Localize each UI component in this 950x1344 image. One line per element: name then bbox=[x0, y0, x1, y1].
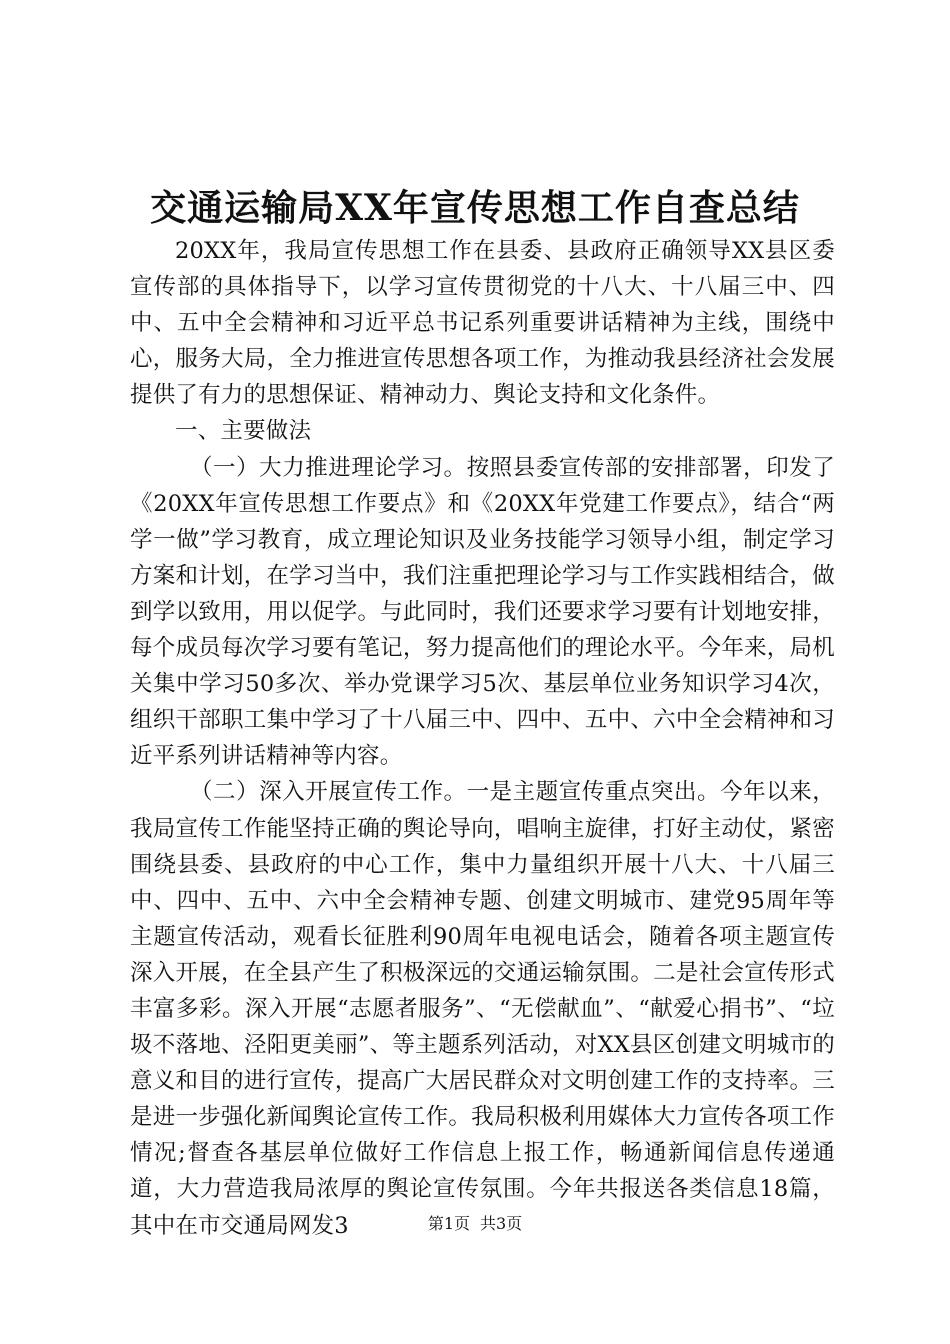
page-footer bbox=[0, 1213, 950, 1235]
subsection-paragraph-2: （二）深入开展宣传工作。一是主题宣传重点突出。今年以来，我局宣传工作能坚持正确的舆论导向，唱响主旋律，打好主动仗，紧密围绕县委、县政府的中心工作，集中力量组织开展十八大、十八届三中、四中、五中、六中全会精神专题、创建文明城市、建党95周年等主题宣传活动，观看长征胜利90周年电视电话会，随着各项主题宣传深入开展，在全县产生了积极深远的交通运输氛围。二是社会宣传形式丰富多彩。深入开展“志愿者服务”、“无偿献血”、“献爱心捐书”、“垃圾不落地、泾阳更美丽”、等主题系列活动，对XX县区创建文明城市的意义和目的进行宣传，提高广大居民群众对文明创建工作的支持率。三是进一步强化新闻舆论宣传工作。我局积极利用媒体大力宣传各项工作情况;督查各基层单位做好工作信息上报工作，畅通新闻信息传递通道，大力营造我局浓厚的舆论宣传氛围。今年共报送各类信息18篇，其中在市交通局网发3 bbox=[130, 779, 835, 1239]
intro-paragraph: 20XX年，我局宣传思想工作在县委、县政府正确领导XX县区委宣传部的具体指导下，以学习宣传贯彻党的十八大、十八届三中、四中、五中全会精神和习近平总书记系列重要讲话精神为主线，围绕中心，服务大局，全力推进宣传思想各项工作，为推动我县经济社会发展提供了有力的思想保证、精神动力、舆论支持和文化条件。 bbox=[130, 238, 835, 409]
section-heading: 一、主要做法 bbox=[175, 418, 312, 445]
page-total: 共3页 bbox=[480, 1214, 523, 1233]
page-number: 第1页 bbox=[427, 1214, 470, 1233]
subsection-paragraph-1: （一）大力推进理论学习。按照县委宣传部的安排部署，印发了《20XX年宣传思想工作要点》和《20XX年党建工作要点》，结合“两学一做”学习教育，成立理论知识及业务技能学习领导小组，制定学习方案和计划，在学习当中，我们注重把理论学习与工作实践相结合，做到学以致用，用以促学。与此同时，我们还要求学习要有计划地安排，每个成员每次学习要有笔记，努力提高他们的理论水平。今年来，局机关集中学习50多次、举办党课学习5次、基层单位业务知识学习4次，组织干部职工集中学习了十八届三中、四中、五中、六中全会精神和习近平系列讲话精神等内容。 bbox=[130, 454, 835, 770]
document-body bbox=[130, 233, 835, 1244]
document-title: 交通运输局XX年宣传思想工作自查总结 bbox=[150, 187, 800, 229]
